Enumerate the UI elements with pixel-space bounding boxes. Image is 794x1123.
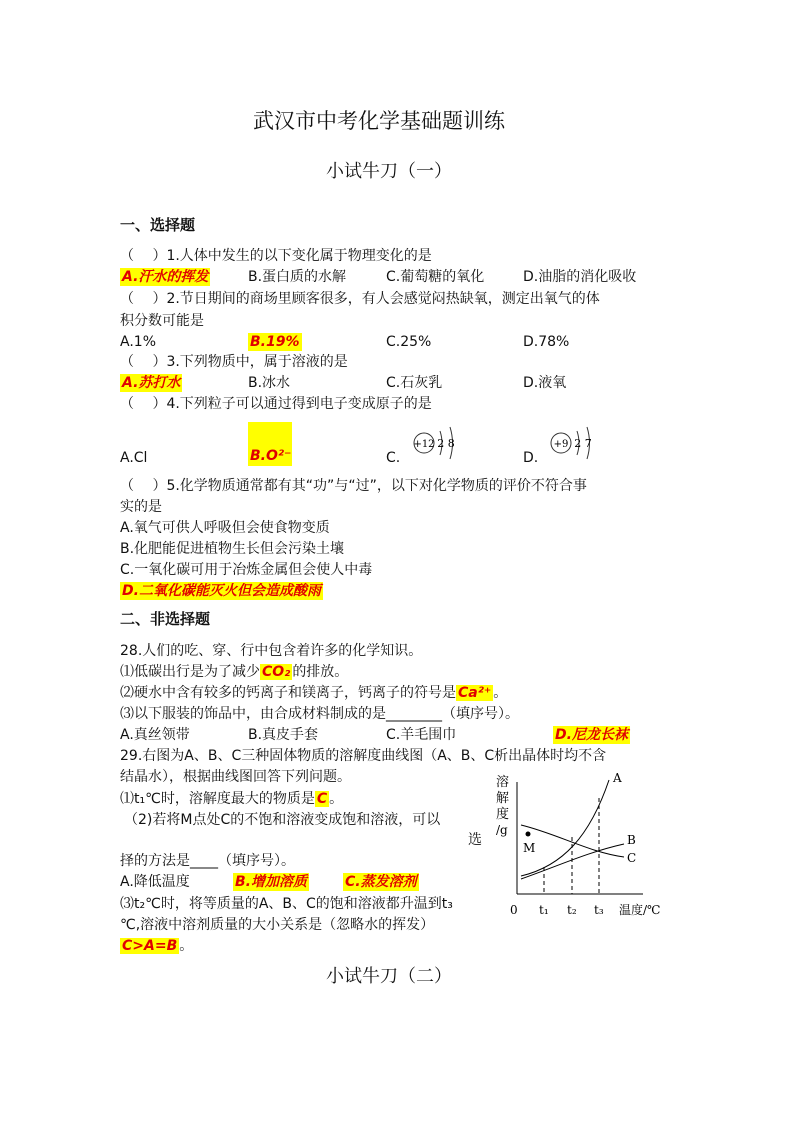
- solubility-curve-graph: [488, 768, 678, 926]
- q2-option-d: D.78%: [523, 334, 570, 350]
- q29-part2-line2: 择的方法是____（填序号）。: [120, 853, 295, 869]
- q4-option-b-answer: B.O²⁻: [250, 448, 292, 464]
- q29-part1-pre: ⑴t₁℃时，溶解度最大的物质是: [120, 791, 315, 807]
- section-heading-choice: 一、选择题: [120, 216, 196, 234]
- q4-option-c-label: C.: [386, 450, 401, 466]
- q5-option-d-answer: D.二氧化碳能灭火但会造成酸雨: [122, 583, 321, 599]
- q3-option-a-answer: A.苏打水: [122, 375, 181, 391]
- q4-stem: （ ）4.下列粒子可以通过得到电子变成原子的是: [120, 396, 432, 412]
- q28-option-d-answer: D.尼龙长袜: [555, 727, 628, 743]
- q28-part1: [120, 663, 348, 681]
- q29-stem-line1: 29.右图为A、B、C三种固体物质的溶解度曲线图（A、B、C析出晶体时均不含: [120, 748, 607, 764]
- q4-c-shells: 2 8: [437, 437, 455, 450]
- graph-ylabel-1: 溶: [496, 775, 510, 790]
- q28-part1-answer: CO₂: [262, 664, 291, 680]
- q1-option-a-answer: A.汗水的挥发: [122, 269, 209, 285]
- q28-part2-post: 。: [493, 685, 508, 701]
- q4-d-nucleus: +9: [553, 439, 569, 450]
- curve-a-label: A: [613, 771, 622, 785]
- q3-stem: （ ）3.下列物质中，属于溶液的是: [120, 354, 348, 370]
- q29-option-a: A.降低温度: [120, 874, 190, 890]
- q1-option-b: B.蛋白质的水解: [248, 269, 347, 285]
- section-subtitle-2: 小试牛刀（二）: [326, 966, 452, 987]
- q28-option-b: B.真皮手套: [248, 727, 319, 743]
- section-heading-nonchoice: 二、非选择题: [120, 610, 211, 628]
- q28-part1-pre: ⑴低碳出行是为了减少: [120, 664, 260, 680]
- q2-option-a: A.1%: [120, 334, 156, 350]
- q29-part3-line1: ⑶t₂℃时，将等质量的A、B、C的饱和溶液都升温到t₃: [120, 896, 453, 912]
- q4-option-d-label: D.: [523, 450, 539, 466]
- graph-tick-t1: t₁: [539, 903, 549, 917]
- graph-ylabel-2: 解: [496, 791, 510, 806]
- q29-part1: [120, 790, 343, 808]
- q5-stem-line2: 实的是: [120, 499, 162, 515]
- q28-stem: 28.人们的吃、穿、行中包含着许多的化学知识。: [120, 643, 423, 659]
- curve-a: [521, 780, 609, 876]
- graph-ylabel-3: 度: [496, 807, 510, 822]
- section-subtitle-1: 小试牛刀（一）: [326, 161, 452, 182]
- q29-part1-post: 。: [329, 791, 344, 807]
- q29-option-b-answer: B.增加溶质: [235, 874, 307, 890]
- q5-option-b: B.化肥能促进植物生长但会污染土壤: [120, 541, 345, 557]
- graph-origin-label: 0: [510, 903, 518, 917]
- q29-part3-answer: C>A=B: [122, 938, 178, 954]
- q4-option-b-answer-box: [248, 422, 292, 466]
- graph-tick-t2: t₂: [567, 903, 577, 917]
- q4-atom-diagram-c: [404, 422, 464, 464]
- q28-option-c: C.羊毛围巾: [386, 727, 457, 743]
- q4-d-shells: 2 7: [574, 437, 592, 450]
- q2-stem-line2: 积分数可能是: [120, 313, 204, 329]
- q2-stem-line1: （ ）2.节日期间的商场里顾客很多，有人会感觉闷热缺氧，测定出氧气的体: [120, 291, 600, 307]
- graph-point-m-label: M: [523, 841, 536, 855]
- q4-c-nucleus: +12: [413, 439, 435, 450]
- q28-part3: ⑶以下服装的饰品中，由合成材料制成的是________（填序号）。: [120, 706, 519, 722]
- curve-c-label: C: [627, 851, 637, 865]
- graph-xlabel: 温度/℃: [619, 903, 661, 917]
- q29-part2-line1-tail: 选: [468, 832, 482, 848]
- q1-option-c: C.葡萄糖的氧化: [386, 269, 485, 285]
- q5-stem-line1: （ ）5.化学物质通常都有其“功”与“过”，以下对化学物质的评价不符合事: [120, 478, 587, 494]
- curve-b-label: B: [627, 833, 636, 847]
- q2-option-b-answer: B.19%: [250, 334, 300, 350]
- q29-part3-post: 。: [179, 938, 194, 954]
- page-title: 武汉市中考化学基础题训练: [253, 109, 505, 133]
- q2-option-c: C.25%: [386, 334, 432, 350]
- graph-tick-t3: t₃: [594, 903, 604, 917]
- q28-option-a: A.真丝领带: [120, 727, 190, 743]
- q29-part3-answer-line: [120, 937, 193, 955]
- q29-option-c-answer: C.蒸发溶剂: [345, 874, 417, 890]
- q5-option-a: A.氧气可供人呼吸但会使食物变质: [120, 520, 330, 536]
- q28-part2: [120, 684, 507, 702]
- graph-ylabel-4: /g: [496, 823, 508, 837]
- q29-part1-answer: C: [316, 791, 328, 807]
- q29-part3-line2: ℃,溶液中溶剂质量的大小关系是（忽略水的挥发）: [120, 917, 435, 933]
- q3-option-d: D.液氧: [523, 375, 567, 391]
- q1-option-d: D.油脂的消化吸收: [523, 269, 637, 285]
- q4-atom-diagram-d: [541, 422, 601, 464]
- q29-stem-line2: 结晶水），根据曲线图回答下列问题。: [120, 769, 351, 785]
- q3-option-c: C.石灰乳: [386, 375, 443, 391]
- q28-part2-answer: Ca²⁺: [458, 685, 492, 701]
- q28-part1-post: 的排放。: [292, 664, 349, 680]
- q3-option-b: B.冰水: [248, 375, 291, 391]
- q4-option-a: A.Cl: [120, 450, 148, 466]
- q28-part2-pre: ⑵硬水中含有较多的钙离子和镁离子，钙离子的符号是: [120, 685, 456, 701]
- q29-part2-line1: （2)若将M点处C的不饱和溶液变成饱和溶液，可以: [124, 812, 441, 828]
- graph-point-m-dot: [526, 832, 531, 837]
- q5-option-c: C.一氧化碳可用于冶炼金属但会使人中毒: [120, 562, 373, 578]
- q1-stem: （ ）1.人体中发生的以下变化属于物理变化的是: [120, 248, 432, 264]
